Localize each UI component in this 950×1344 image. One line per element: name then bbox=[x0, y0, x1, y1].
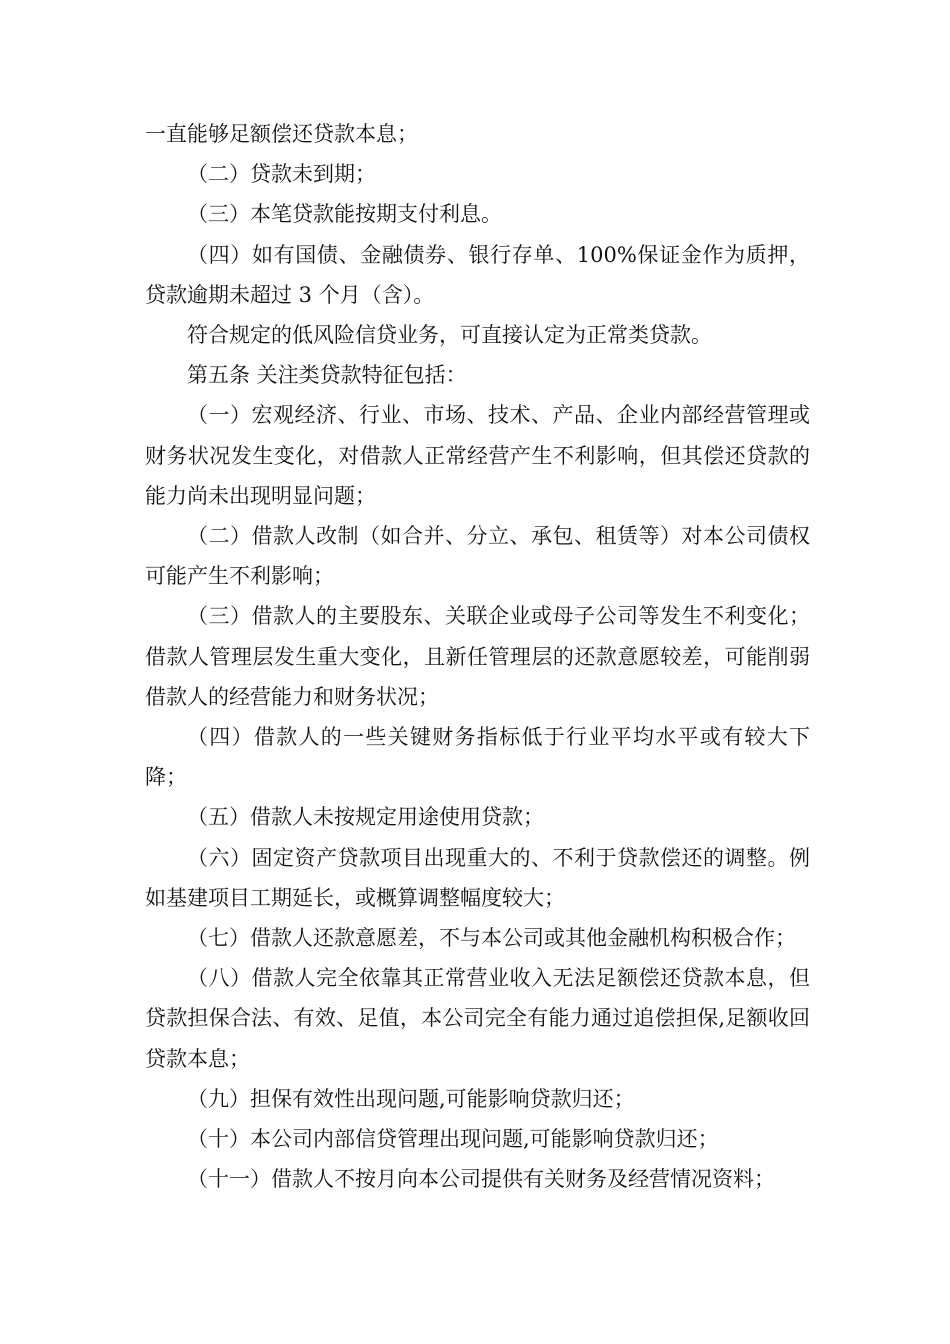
paragraph-low-risk-note: 符合规定的低风险信贷业务，可直接认定为正常类贷款。 bbox=[187, 323, 712, 348]
paragraph-item-10: （十）本公司内部信贷管理出现问题,可能影响贷款归还； bbox=[187, 1127, 719, 1152]
paragraph-item-3: （三）借款人的主要股东、关联企业或母子公司等发生不利变化；借款人管理层发生重大变化，且新任管理层的还款意愿较差，可能削弱借款人的经营能力和财务状况； bbox=[145, 604, 810, 709]
paragraph-item-4: （四）借款人的一些关键财务指标低于行业平均水平或有较大下降； bbox=[145, 725, 810, 790]
paragraph-item-2: （二）借款人改制（如合并、分立、承包、租赁等）对本公司债权可能产生不利影响； bbox=[145, 524, 810, 589]
paragraph-clause-4: （四）如有国债、金融债券、银行存单、100%保证金作为质押，贷款逾期未超过 3 个月（含）。 bbox=[145, 242, 810, 307]
document-page bbox=[145, 114, 810, 1199]
paragraph-item-6: （六）固定资产贷款项目出现重大的、不利于贷款偿还的调整。例如基建项目工期延长，或概算调整幅度较大； bbox=[145, 845, 810, 910]
paragraph-item-8: （八）借款人完全依靠其正常营业收入无法足额偿还贷款本息，但贷款担保合法、有效、足值，本公司完全有能力通过追偿担保,足额收回贷款本息； bbox=[145, 966, 810, 1071]
paragraph-item-1: （一）宏观经济、行业、市场、技术、产品、企业内部经营管理或财务状况发生变化，对借款人正常经营产生不利影响，但其偿还贷款的能力尚未出现明显问题； bbox=[145, 403, 810, 508]
paragraph-item-9: （九）担保有效性出现问题,可能影响贷款归还； bbox=[187, 1086, 635, 1111]
paragraph-item-7: （七）借款人还款意愿差，不与本公司或其他金融机构积极合作； bbox=[187, 926, 796, 951]
paragraph-clause-2: （二）贷款未到期； bbox=[187, 162, 376, 187]
paragraph-item-5: （五）借款人未按规定用途使用贷款； bbox=[187, 805, 544, 830]
paragraph-clause-3: （三）本笔贷款能按期支付利息。 bbox=[187, 202, 502, 227]
paragraph-continuation: 一直能够足额偿还贷款本息； bbox=[145, 122, 418, 146]
paragraph-item-11: （十一）借款人不按月向本公司提供有关财务及经营情况资料； bbox=[187, 1167, 775, 1192]
article-5-heading: 第五条 关注类贷款特征包括： bbox=[187, 363, 467, 388]
